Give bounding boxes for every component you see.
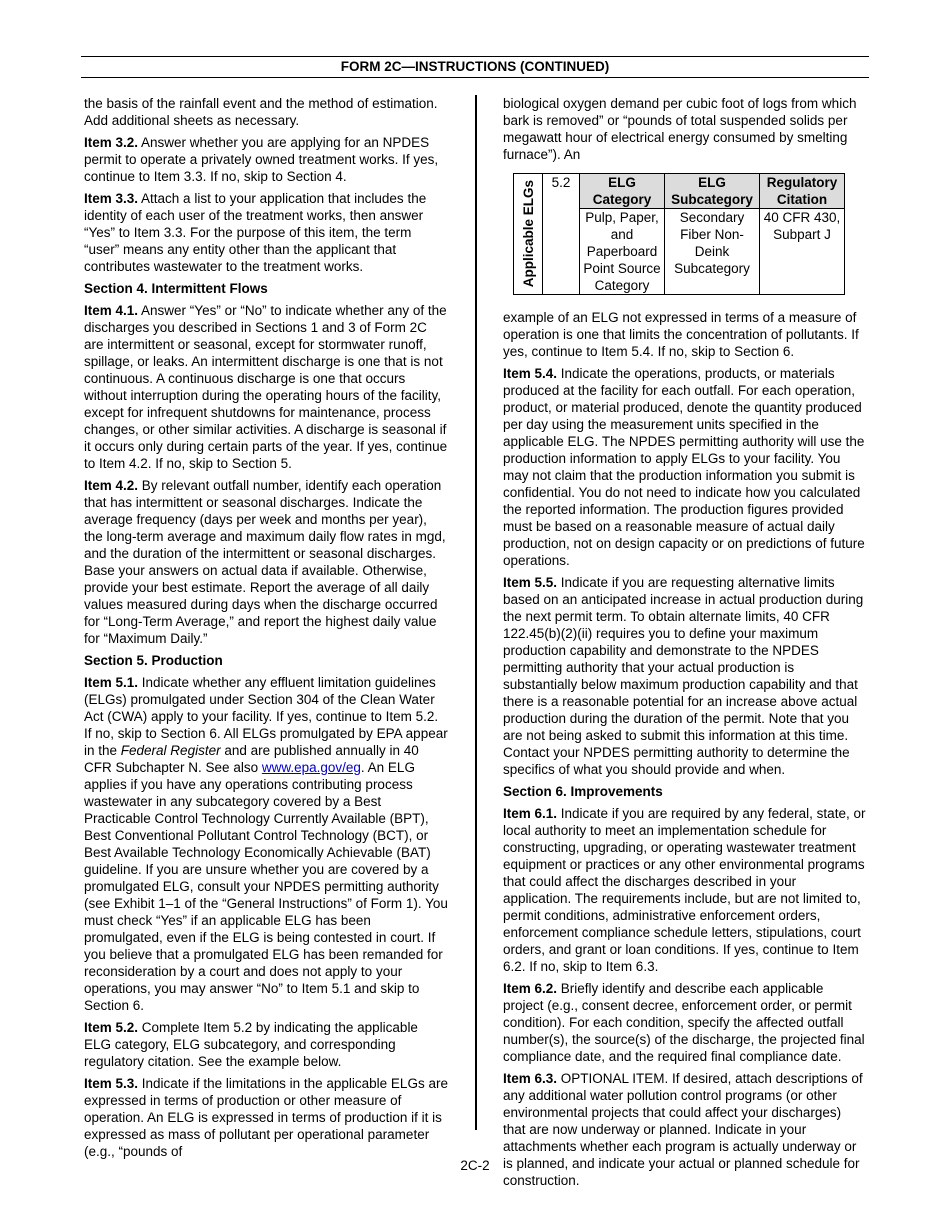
item-text: Briefly identify and describe each applicable project (e.g., consent decree, enforcement order, or permit condition). For each condition, specify the affected outfall number(s), the source(s) of the discharge, the projected final compliance date, and the required final compliance date. [503, 981, 865, 1064]
item-5-5 [503, 574, 867, 778]
item-label: Item 5.2. [84, 1020, 139, 1035]
paragraph: biological oxygen demand per cubic foot of logs from which bark is removed” or “pounds of total suspended solids per megawatt hour of electrical energy consumed by smelting furnace”). An [503, 96, 857, 162]
item-label: Item 4.1. [84, 303, 139, 318]
item-text: OPTIONAL ITEM. If desired, attach descriptions of any additional water pollution control programs (or other environmental projects that could affect your discharges) that are now underway or planned. Indicate in your attachments whether each program is actually underway or is planned, and indicate your actual or planned schedule for construction. [503, 1071, 863, 1188]
item-text: Indicate the operations, products, or materials produced at the facility for each outfall. For each operation, product, or material produced, denote the quantity produced per day using the measurement units specified in the applicable ELG. The NPDES permitting authority will use the production information to apply ELGs to your facility. You may not claim that the production information you submit is confidential. You do not need to indicate how you calculated the reported information. The production figures provided must be based on a reasonable measure of actual daily production, not on design capacity or on predictions of future operations. [503, 366, 865, 568]
table-side-label [514, 174, 543, 295]
item-text: . An ELG applies if you have any operations contributing process wastewater in any subcategory covered by a Best Practicable Control Technology Currently Available (BPT), Best Conventional Pollutant Control Technology (BCT), or Best Available Technology Economically Achievable (BAT) guideline. If you are unsure whether you are covered by a promulgated ELG, consult your NPDES permitting authority (see Exhibit 1–1 of the “General Instructions” of Form 1). You must check “Yes” if an applicable ELG has been promulgated, even if the ELG is being contested in court. If you believe that a promulgated ELG has been remanded for reconsideration by a court and does not apply to your operations, you may answer “No” to Item 5.1 and skip to Section 6. [84, 760, 448, 1013]
item-label: Item 6.3. [503, 1071, 558, 1086]
table-cell: Secondary Fiber Non-Deink Subcategory [665, 209, 760, 295]
item-label: Item 5.5. [503, 575, 558, 590]
item-label: Item 5.3. [84, 1076, 139, 1091]
item-6-2 [503, 980, 867, 1065]
item-5-4 [503, 365, 867, 569]
table-header: ELG Subcategory [665, 174, 760, 209]
item-text: Indicate if the limitations in the applicable ELGs are expressed in terms of production or other measure of operation. An ELG is expressed in terms of production if it is expressed as mass of pollutant per operational parameter (e.g., “pounds of [84, 1076, 448, 1159]
elg-example-table [513, 173, 845, 295]
header-top-rule [81, 56, 869, 57]
item-label: Item 3.3. [84, 191, 139, 206]
item-text: and are published annually in 40 CFR Subchapter N. See also [84, 743, 419, 775]
paragraph: the basis of the rainfall event and the method of estimation. Add additional sheets as necessary. [84, 96, 438, 128]
item-4-2 [84, 477, 448, 647]
section-5-heading: Section 5. Production [84, 653, 223, 668]
item-4-1 [84, 302, 448, 472]
item-label: Item 4.2. [84, 478, 139, 493]
table-cell: Pulp, Paper, and Paperboard Point Source Category [580, 209, 665, 295]
item-text: Answer whether you are applying for an NPDES permit to operate a privately owned treatment works. If yes, continue to Item 3.3. If no, skip to Section 4. [84, 135, 439, 184]
item-3-2 [84, 134, 448, 185]
table-header: Regulatory Citation [760, 174, 845, 209]
item-text: By relevant outfall number, identify each operation that has intermittent or seasonal discharges. Indicate the average frequency (days per week and months per year), the long-term average and maximum daily flow rates in mgd, and the duration of the intermittent or seasonal discharges. Base your answers on actual data if available. Otherwise, provide your best estimate. Report the average of all daily values measured during days when the discharge occurred for “Long-Term Average,” and report the highest daily value for “Maximum Daily.” [84, 478, 446, 646]
table-cell: 40 CFR 430, Subpart J [760, 209, 845, 295]
item-text: Attach a list to your application that includes the identity of each user of the treatment works, then answer “Yes” to Item 3.3. For the purpose of this item, the term “user” means any entity other than the applicant that contributes wastewater to the treatment works. [84, 191, 427, 274]
item-text: Indicate if you are required by any federal, state, or local authority to meet an implementation schedule for constructing, upgrading, or operating wastewater treatment equipment or practices or any other environmental programs that could affect the discharges described in your application. The requirements include, but are not limited to, permit conditions, administrative enforcement orders, enforcement compliance schedule letters, stipulations, court orders, and grant or loan conditions. If yes, continue to Item 6.2. If no, skip to Item 6.3. [503, 806, 866, 974]
right-column [503, 95, 867, 1194]
item-text: Complete Item 5.2 by indicating the applicable ELG category, ELG subcategory, and corresponding regulatory citation. See the example below. [84, 1020, 418, 1069]
item-text: Indicate if you are requesting alternative limits based on an anticipated increase in actual production during the next permit term. To obtain alternate limits, 40 CFR 122.45(b)(2)(ii) requires you to define your maximum production capability and demonstrate to the NPDES permitting authority that your actual production is substantially below maximum production capability and that there is a reasonable potential for an increase above actual production during the duration of the permit. Note that you are not being asked to submit this information at this time. Contact your NPDES permitting authority to determine the specifics of what you should provide and when. [503, 575, 864, 777]
epa-eg-link[interactable]: www.epa.gov/eg [261, 760, 361, 775]
header-bottom-rule [81, 77, 869, 78]
item-label: Item 3.2. [84, 135, 139, 150]
item-5-3 [84, 1075, 448, 1160]
item-6-1 [503, 805, 867, 975]
item-text: Indicate whether any effluent limitation guidelines (ELGs) promulgated under Section 304 of the Clean Water Act (CWA) apply to your facility. If yes, continue to Item 5.2. If no, skip to Section 6. All ELGs promulgated by EPA appear in the [84, 675, 448, 758]
item-3-3 [84, 190, 448, 275]
item-5-1 [84, 674, 448, 1014]
left-column [84, 95, 448, 1165]
section-6-heading: Section 6. Improvements [503, 784, 663, 799]
federal-register-title: Federal Register [120, 743, 221, 758]
page-title: FORM 2C—INSTRUCTIONS (CONTINUED) [340, 59, 610, 74]
table-header: ELG Category [580, 174, 665, 209]
item-label: Item 6.1. [503, 806, 558, 821]
item-label: Item 5.1. [84, 675, 139, 690]
page-number: 2C-2 [460, 1158, 490, 1173]
column-divider [475, 95, 477, 1130]
table-item-number: 5.2 [543, 174, 580, 295]
item-5-2 [84, 1019, 448, 1070]
item-label: Item 5.4. [503, 366, 558, 381]
section-4-heading: Section 4. Intermittent Flows [84, 281, 268, 296]
side-label-text: Applicable ELGs [520, 180, 536, 288]
paragraph: example of an ELG not expressed in terms of a measure of operation is one that limits the concentration of pollutants. If yes, continue to Item 5.4. If no, skip to Section 6. [503, 310, 859, 359]
item-label: Item 6.2. [503, 981, 558, 996]
item-text: Answer “Yes” or “No” to indicate whether any of the discharges you described in Sections 1 and 3 of Form 2C are intermittent or seasonal, except for stormwater runoff, spillage, or leaks. An intermittent discharge is one that is not continuous. A continuous discharge is one that occurs without interruption during the operating hours of the facility, except for infrequent shutdowns for maintenance, process changes, or other similar activities. A discharge is seasonal if it occurs only during certain parts of the year. If yes, continue to Item 4.2. If no, skip to Section 5. [84, 303, 448, 471]
